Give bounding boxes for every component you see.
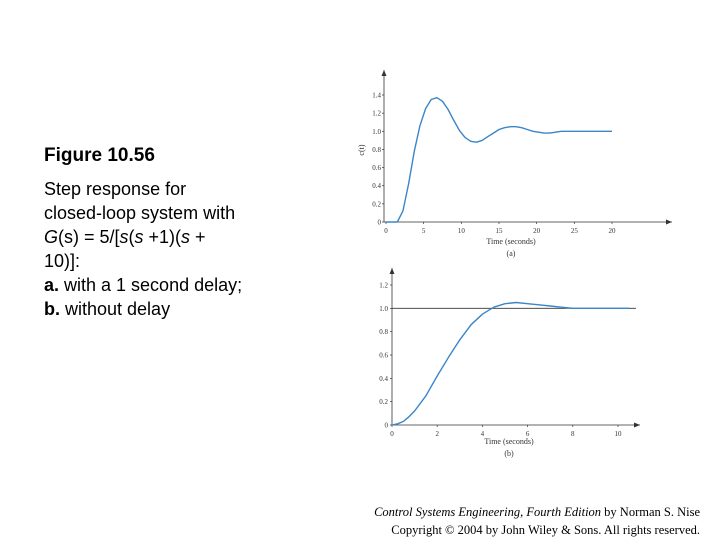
- y-tick-label: 1.2: [372, 109, 381, 118]
- x-axis-label: Time (seconds): [484, 437, 534, 446]
- y-axis-arrow: [390, 268, 395, 274]
- caption-a-text: with a 1 second delay;: [59, 275, 243, 295]
- y-tick-label: 1.4: [372, 91, 381, 100]
- x-tick-label: 0: [384, 227, 388, 235]
- book-author: by Norman S. Nise: [601, 505, 700, 519]
- caption-mid: +1)(: [143, 227, 182, 247]
- caption-end: + 10)]:: [44, 227, 206, 271]
- caption-s2: s: [134, 227, 144, 247]
- x-tick-label: 8: [571, 430, 575, 438]
- panel-label: (b): [504, 449, 514, 458]
- chart-panel-a: [357, 70, 672, 258]
- credit-line-2: Copyright © 2004 by John Wiley & Sons. All rights reserved.: [391, 523, 700, 537]
- x-tick-label: 6: [525, 430, 530, 438]
- y-tick-label: 0: [377, 218, 381, 227]
- caption-g-arg: (s) = 5/[: [58, 227, 120, 247]
- caption-b-text: without delay: [60, 299, 171, 319]
- x-tick-label: 20: [533, 227, 541, 235]
- caption-paren: (: [128, 227, 135, 247]
- panel-label: (a): [506, 249, 516, 258]
- x-tick-label: 4: [480, 430, 485, 438]
- caption-line: Step response for closed-loop system with: [44, 179, 236, 223]
- y-axis-arrow: [382, 70, 387, 76]
- y-tick-label: 0.2: [372, 200, 381, 209]
- x-axis-label: Time (seconds): [486, 237, 536, 246]
- y-tick-label: 1.0: [379, 304, 388, 313]
- y-tick-label: 0: [384, 421, 388, 430]
- y-tick-label: 0.6: [379, 351, 388, 360]
- x-tick-label: 10: [614, 430, 622, 438]
- x-axis-arrow: [634, 423, 640, 428]
- y-tick-label: 0.2: [379, 398, 388, 407]
- caption-s1: s: [119, 227, 129, 247]
- x-axis-arrow: [666, 220, 672, 225]
- x-tick-label: 20: [608, 227, 616, 235]
- x-tick-label: 15: [495, 227, 503, 235]
- y-tick-label: 0.6: [372, 164, 381, 173]
- book-credit: [374, 503, 700, 539]
- caption-a-label: a.: [44, 275, 60, 295]
- y-tick-label: 0.8: [372, 145, 381, 154]
- response-curve: [386, 98, 612, 222]
- x-tick-label: 10: [457, 227, 465, 235]
- x-tick-label: 0: [390, 430, 394, 438]
- y-tick-label: 0.8: [379, 328, 388, 337]
- y-tick-label: 1.2: [379, 281, 388, 290]
- figure-title: Figure 10.56: [44, 145, 155, 166]
- x-tick-label: 5: [421, 227, 426, 235]
- caption-s3: s: [181, 227, 191, 247]
- caption-b-label: b.: [44, 299, 60, 319]
- y-axis-label: c(t): [357, 144, 366, 156]
- response-curve: [392, 303, 629, 426]
- y-tick-label: 0.4: [372, 182, 381, 191]
- credit-line-1: [374, 503, 700, 521]
- book-title: Control Systems Engineering, Fourth Edition: [374, 505, 602, 519]
- chart-panel-b: [379, 268, 640, 458]
- x-tick-label: 2: [435, 430, 439, 438]
- x-tick-label: 25: [570, 227, 578, 235]
- y-tick-label: 0.4: [379, 374, 388, 383]
- caption-g: G: [44, 227, 59, 247]
- y-tick-label: 1.0: [372, 127, 381, 136]
